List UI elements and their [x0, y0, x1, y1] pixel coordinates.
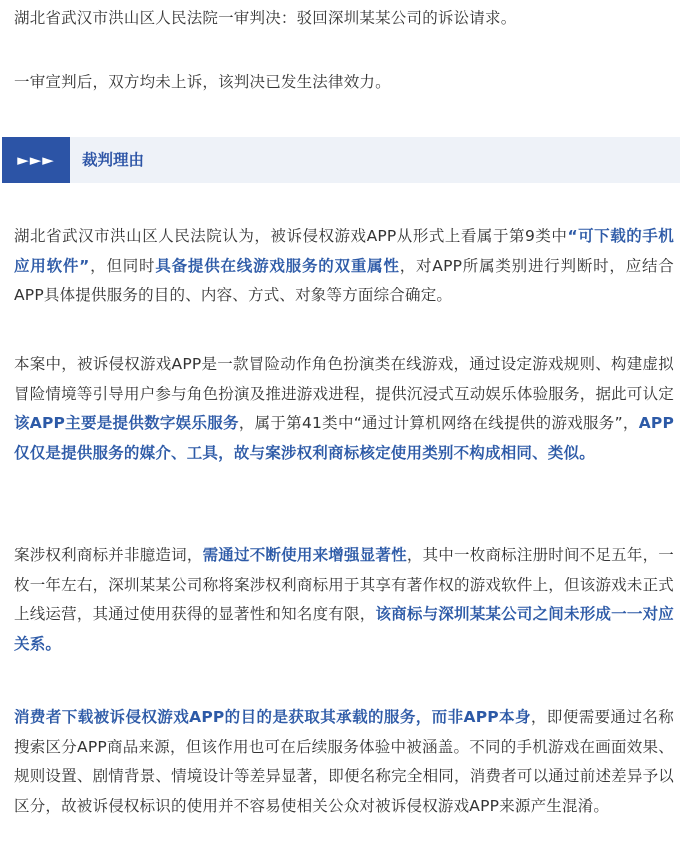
reasoning-paragraph-1: [14, 222, 674, 311]
text-segment: ，其中一枚商标注册时间不足五年，一枚一年左右，深圳某某公司称将案涉权利商标用于其享有著作权的游戏软件上，但该游戏未正式上线运营，其通过使用获得的显著性和知名度有限，: [14, 546, 675, 623]
highlight-segment: 该商标与深圳某某公司之间未形成一一对应关系。: [14, 605, 674, 653]
reasoning-paragraph-4: [14, 703, 674, 821]
highlight-segment: 消费者下载被诉侵权游戏APP的目的是获取其承载的服务，而非APP本身: [14, 708, 531, 726]
text-segment: 案涉权利商标并非臆造词，: [14, 546, 203, 564]
highlight-segment: “可下载的手机应用软件”: [14, 227, 674, 275]
text-segment: 本案中，被诉侵权游戏APP是一款冒险动作角色扮演类在线游戏，通过设定游戏规则、构建虚拟冒险情境等引导用户参与角色扮演及推进游戏进程，提供沉浸式互动娱乐体验服务，据此可认定: [14, 355, 674, 403]
highlight-segment: 需通过不断使用来增强显著性: [202, 546, 407, 564]
highlight-segment: 该APP主要是提供数字娱乐服务: [14, 414, 239, 432]
triple-arrow-icon: ►►►: [2, 137, 70, 183]
section-header: [2, 137, 680, 183]
section-title: 裁判理由: [82, 151, 145, 169]
text-segment: ，对APP所属类别进行判断时，应结合APP具体提供服务的目的、内容、方式、对象等方面综合确定。: [14, 256, 674, 304]
appeal-status-text: 一审宣判后，双方均未上诉，该判决已发生法律效力。: [14, 73, 391, 91]
reasoning-paragraph-2: [14, 350, 674, 468]
verdict-text: 湖北省武汉市洪山区人民法院一审判决：驳回深圳某某公司的诉讼请求。: [14, 9, 517, 27]
appeal-status-paragraph: [14, 68, 674, 98]
highlight-segment: 具备提供在线游戏服务的双重属性: [155, 256, 400, 275]
verdict-paragraph: [14, 4, 674, 34]
highlight-segment: APP仅仅是提供服务的媒介、工具，故与案涉权利商标核定使用类别不构成相同、类似。: [14, 414, 675, 462]
text-segment: ，即便需要通过名称搜索区分APP商品来源，但该作用也可在后续服务体验中被涵盖。不同的手机游戏在画面效果、规则设置、剧情背景、情境设计等差异显著，即便名称完全相同，消费者可以通过前述差异予以区分，故被诉侵权标识的使用并不容易使相关公众对被诉侵权游戏APP来源产生混淆。: [14, 708, 675, 815]
reasoning-paragraph-3: [14, 541, 674, 659]
text-segment: ，属于第41类中“通过计算机网络在线提供的游戏服务”，: [238, 414, 639, 432]
text-segment: ，但同时: [89, 256, 156, 275]
text-segment: 湖北省武汉市洪山区人民法院认为，被诉侵权游戏APP从形式上看属于第9类中: [14, 227, 568, 245]
